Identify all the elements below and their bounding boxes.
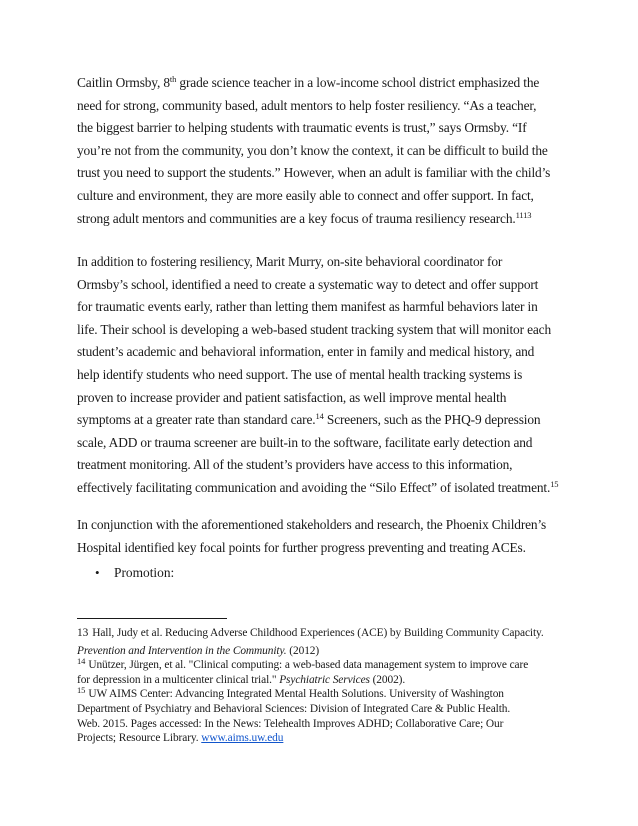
text-line: [77, 626, 577, 641]
text-run: symptoms at a greater rate than standard care.: [77, 412, 316, 428]
text-line: In conjunction with the aforementioned stakeholders and research, the Phoenix Children’s: [77, 517, 547, 532]
paragraph-tracking-system: [77, 251, 567, 500]
footnote-15: [77, 687, 577, 745]
text-line: [77, 477, 567, 500]
text-run: Caitlin Ormsby, 8: [77, 75, 170, 90]
paragraph-phoenix-childrens: [77, 514, 567, 559]
list-item-text: Promotion:: [114, 565, 175, 580]
text-run: Hall, Judy et al. Reducing Adverse Childhood Experiences (ACE) by Building Community Capacity.: [92, 627, 544, 639]
footnote-reference: 14: [315, 411, 324, 422]
footnote-number: 14: [77, 656, 86, 667]
text-line: need for strong, community based, adult mentors to help foster resiliency. “As a teacher,: [77, 97, 537, 113]
text-line: [77, 208, 567, 231]
text-line: Web. 2015. Pages accessed: In the News: Telehealth Improves ADHD; Collaborative Care; Our: [77, 717, 504, 730]
text-line: [77, 409, 567, 432]
text-line: [77, 658, 577, 673]
bullet-icon: •: [95, 565, 100, 580]
text-run: UW AIMS Center: Advancing Integrated Mental Health Solutions. University of Washington: [88, 688, 504, 701]
text-line: Ormsby’s school, identified a need to create a systematic way to detect and offer support: [77, 276, 539, 292]
text-line: [77, 72, 567, 95]
text-line: [77, 731, 577, 746]
text-run: Unützer, Jürgen, et al. "Clinical computing: a web-based data management system to improve care: [88, 659, 529, 672]
publication-title: Prevention and Intervention in the Community.: [77, 644, 287, 657]
text-line: [77, 687, 577, 702]
footnotes: [77, 626, 577, 746]
paragraph-ormsby-mentors: [77, 72, 567, 230]
publication-title: Psychiatric Services: [279, 673, 370, 686]
text-line: [77, 673, 577, 688]
text-line: Department of Psychiatry and Behavioral Sciences: Division of Integrated Care & Public Health.: [77, 702, 511, 715]
aims-website-link[interactable]: www.aims.uw.edu: [201, 732, 284, 745]
text-run: for depression in a multicenter clinical trial.": [77, 673, 280, 686]
text-line: Hospital identified key focal points for further progress preventing and treating ACEs.: [77, 539, 526, 555]
superscript-ordinal: th: [169, 74, 177, 84]
text-run: effectively facilitating communication and avoiding the “Silo Effect” of isolated treatment.: [77, 479, 551, 495]
text-line: In addition to fostering resiliency, Marit Murry, on-site behavioral coordinator for: [77, 254, 503, 269]
footnote-number: 15: [77, 685, 86, 696]
text-line: student’s academic and behavioral information, enter in family and medical history, and: [77, 344, 535, 360]
bullet-list: [95, 562, 174, 585]
footnote-14: [77, 658, 577, 687]
text-run: grade science teacher in a low-income school district emphasized the: [176, 75, 540, 90]
text-line: scale, ADD or trauma screener are built-in to the software, facilitate early detection and: [77, 434, 533, 450]
text-line: [77, 644, 577, 659]
text-run: (2002).: [369, 673, 406, 686]
text-run: Projects; Resource Library.: [77, 732, 202, 745]
text-run: strong adult mentors and communities are a key focus of trauma resiliency research.: [77, 210, 516, 226]
text-line: proven to increase provider and patient satisfaction, as well improve mental health: [77, 389, 507, 405]
text-line: treatment monitoring. All of the student’s providers have access to this information,: [77, 457, 513, 473]
footnote-reference: 15: [550, 478, 559, 489]
list-item: [95, 562, 174, 585]
footnote-separator: [77, 618, 227, 619]
text-line: trust you need to support the students.” However, when an adult is familiar with the child’s: [77, 165, 551, 181]
text-line: help identify students who need support. The use of mental health tracking systems is: [77, 366, 523, 382]
text-line: you’re not from the community, you don’t know the context, it can be difficult to build the: [77, 142, 548, 158]
text-run: (2012): [286, 644, 320, 657]
text-line: the biggest barrier to helping students with traumatic events is trust,” says Ormsby. “If: [77, 120, 527, 136]
footnote-number: 13: [77, 627, 89, 639]
footnote-13: [77, 626, 577, 658]
text-run: Screeners, such as the PHQ-9 depression: [323, 412, 541, 428]
text-line: culture and environment, they are more easily able to connect and offer support. In fact,: [77, 187, 534, 203]
footnote-reference: 1113: [515, 209, 532, 220]
text-line: life. Their school is developing a web-based student tracking system that will monitor each: [77, 321, 551, 337]
text-line: for traumatic events early, rather than letting them manifest as harmful behaviors later in: [77, 299, 538, 315]
